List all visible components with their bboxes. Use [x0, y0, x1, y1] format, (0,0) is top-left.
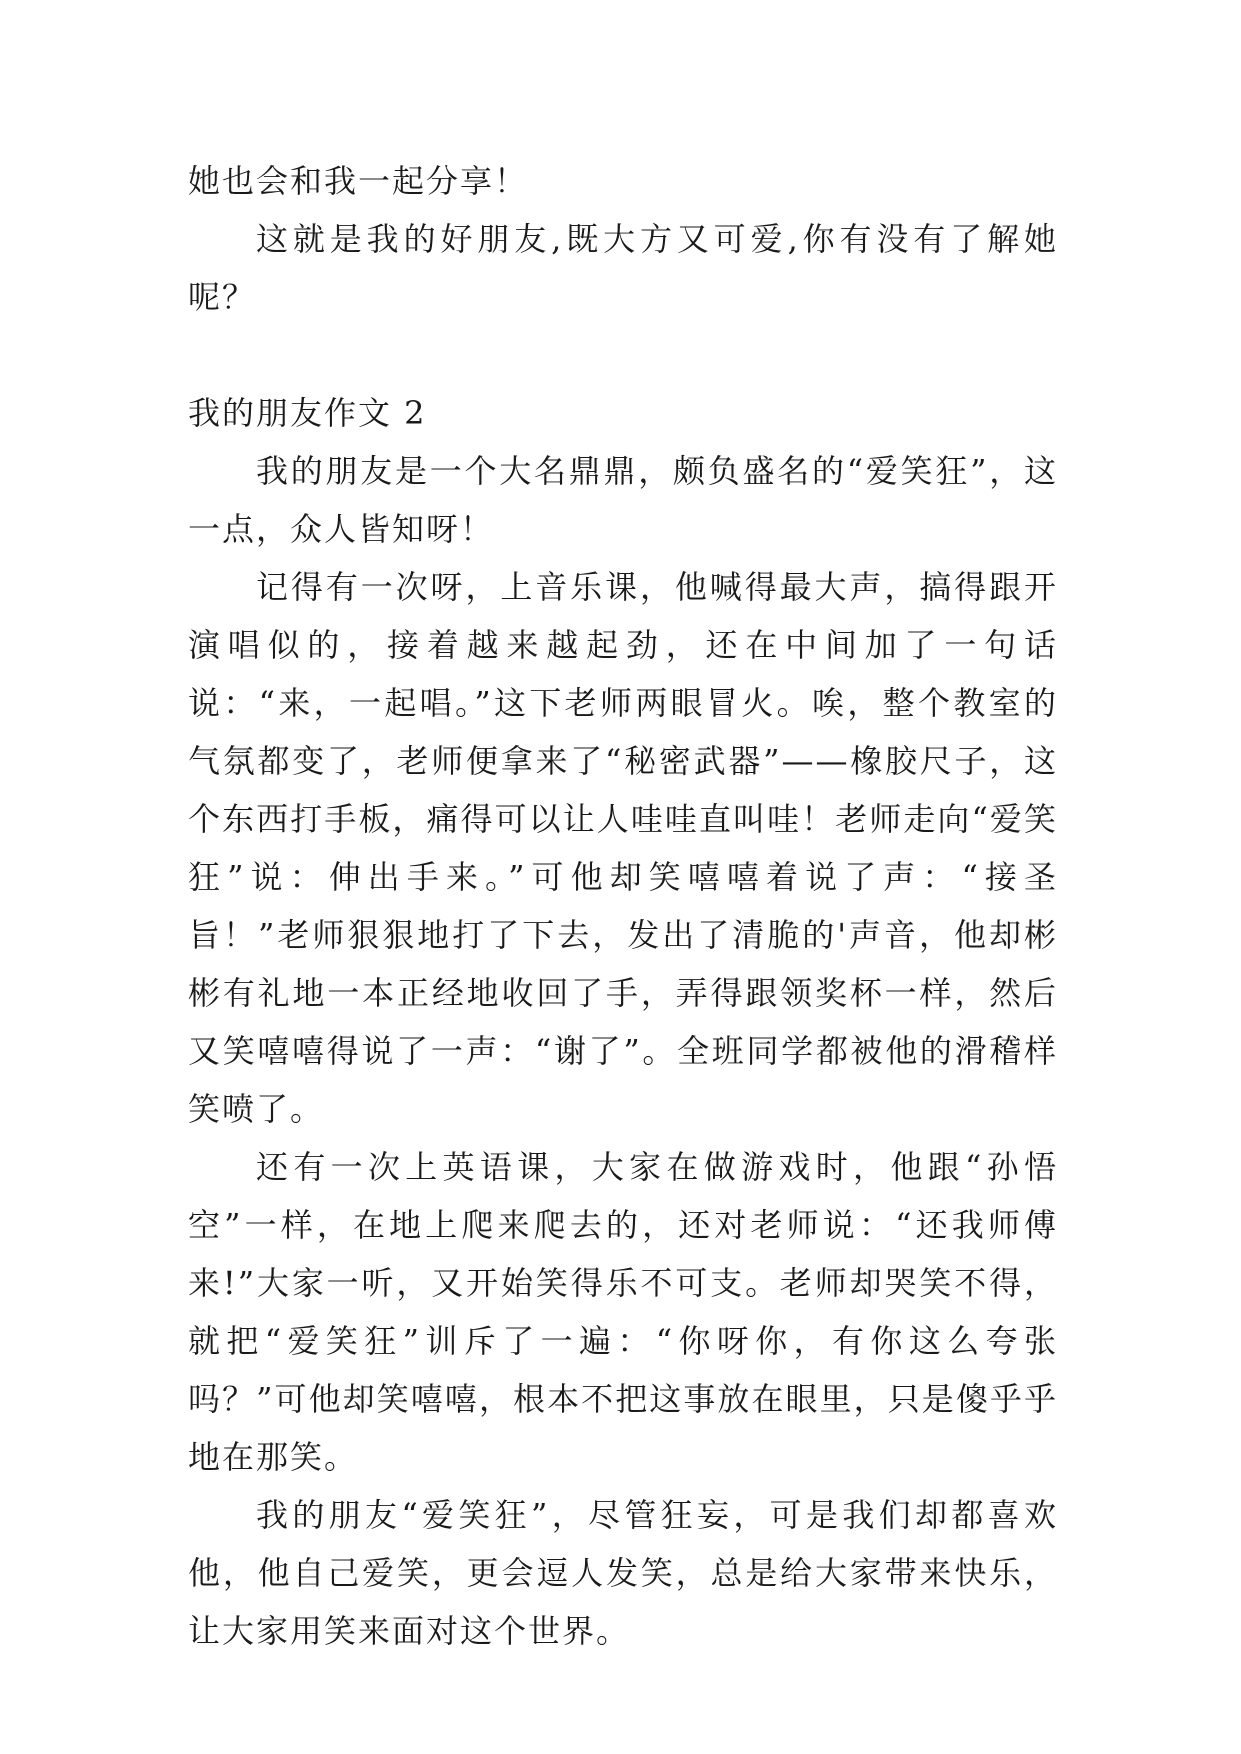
paragraph-conclusion: 我的朋友“爱笑狂”，尽管狂妄，可是我们却都喜欢他，他自己爱笑，更会逗人发笑，总是给大家带来快乐，让大家用笑来面对这个世界。: [188, 1496, 1058, 1650]
paragraph-intro: 我的朋友是一个大名鼎鼎，颇负盛名的“爱笑狂”，这一点，众人皆知呀！: [188, 452, 1058, 548]
paragraph-music-class: 记得有一次呀，上音乐课，他喊得最大声，搞得跟开演唱似的，接着越来越起劲，还在中间加了一句话说：“来，一起唱。”这下老师两眼冒火。唉，整个教室的气氛都变了，老师便拿来了“秘密武器”——橡胶尺子，这个东西打手板，痛得可以让人哇哇直叫哇！老师走向“爱笑狂”说：伸出手来。”可他却笑嘻嘻着说了声：“接圣旨！”老师狠狠地打了下去，发出了清脆的'声音，他却彬彬有礼地一本正经地收回了手，弄得跟领奖杯一样，然后又笑嘻嘻得说了一声：“谢了”。全班同学都被他的滑稽样笑喷了。: [188, 568, 1058, 1128]
paragraph-english-class: 还有一次上英语课，大家在做游戏时，他跟“孙悟空”一样，在地上爬来爬去的，还对老师说：“还我师傅来!”大家一听，又开始笑得乐不可支。老师却哭笑不得，就把“爱笑狂”训斥了一遍：“你呀你，有你这么夸张吗？”可他却笑嘻嘻，根本不把这事放在眼里，只是傻乎乎地在那笑。: [188, 1148, 1058, 1476]
paragraph-continuation: 她也会和我一起分享！: [188, 162, 529, 200]
document-body: [188, 152, 1058, 1660]
paragraph-closing-first-essay: 这就是我的好朋友,既大方又可爱,你有没有了解她呢？: [188, 220, 1058, 316]
essay-title: 我的朋友作文 2: [188, 394, 427, 432]
